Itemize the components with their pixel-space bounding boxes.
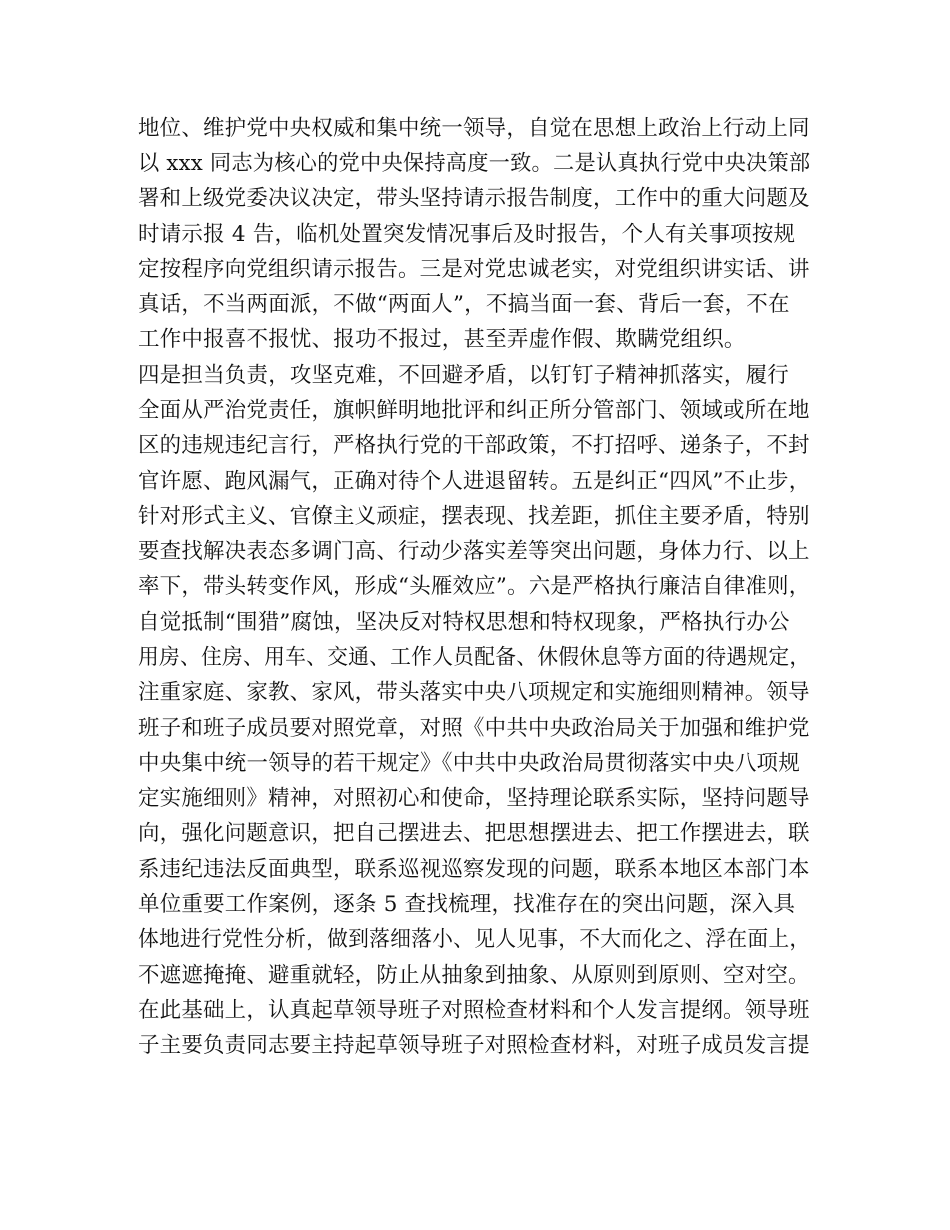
text-line: 单位重要工作案例，逐条 5 查找梳理，找准存在的突出问题，深入具: [138, 892, 796, 917]
text-line: 班子和班子成员要对照党章，对照《中共中央政治局关于加强和维护党: [138, 716, 810, 741]
text-line: 系违纪违法反面典型，联系巡视巡察发现的问题，联系本地区本部门本: [138, 857, 810, 882]
text-line: 工作中报喜不报忧、报功不报过，甚至弄虚作假、欺瞒党组织。: [138, 327, 746, 352]
text-line: 定实施细则》精神，对照初心和使命，坚持理论联系实际，坚持问题导: [138, 786, 810, 811]
text-line: 要查找解决表态多调门高、行动少落实差等突出问题，身体力行、以上: [138, 539, 810, 564]
text-line: 用房、住房、用车、交通、工作人员配备、休假休息等方面的待遇规定，: [138, 645, 811, 670]
text-line: 中央集中统一领导的若干规定》《中共中央政治局贯彻落实中央八项规: [138, 751, 800, 776]
text-line: 自觉抵制“围猎”腐蚀，坚决反对特权思想和特权现象，严格执行办公: [138, 610, 790, 635]
text-line: 时请示报 4 告，临机处置突发情况事后及时报告，个人有关事项按规: [138, 222, 796, 247]
text-line: 以 xxx 同志为核心的党中央保持高度一致。二是认真执行党中央决策部: [138, 151, 811, 176]
text-line: 全面从严治党责任，旗帜鲜明地批评和纠正所分管部门、领域或所在地: [138, 398, 810, 423]
text-line: 区的违规违纪言行，严格执行党的干部政策，不打招呼、递条子，不封: [138, 433, 810, 458]
text-line: 在此基础上，认真起草领导班子对照检查材料和个人发言提纲。领导班: [138, 998, 810, 1023]
text-line: 率下，带头转变作风，形成“头雁效应”。六是严格执行廉洁自律准则，: [138, 574, 811, 599]
text-line: 署和上级党委决议决定，带头坚持请示报告制度，工作中的重大问题及: [138, 186, 810, 211]
text-line: 地位、维护党中央权威和集中统一领导，自觉在思想上政治上行动上同: [138, 116, 810, 141]
text-line: 真话，不当两面派，不做“两面人”，不搞当面一套、背后一套，不在: [138, 292, 790, 317]
text-line: 注重家庭、家教、家风，带头落实中央八项规定和实施细则精神。领导: [138, 680, 810, 705]
text-line: 子主要负责同志要主持起草领导班子对照检查材料，对班子成员发言提: [138, 1033, 810, 1058]
text-line: 针对形式主义、官僚主义顽症，摆表现、找差距，抓住主要矛盾，特别: [138, 504, 810, 529]
text-line: 不遮遮掩掩、避重就轻，防止从抽象到抽象、从原则到原则、空对空。: [138, 963, 810, 988]
text-line: 体地进行党性分析，做到落细落小、见人见事，不大而化之、浮在面上，: [138, 927, 811, 952]
text-line: 官许愿、跑风漏气，正确对待个人进退留转。五是纠正“四风”不止步，: [138, 469, 811, 494]
text-line: 四是担当负责，攻坚克难，不回避矛盾，以钉钉子精神抓落实，履行: [138, 363, 790, 388]
text-line: 定按程序向党组织请示报告。三是对党忠诚老实，对党组织讲实话、讲: [138, 257, 810, 282]
text-line: 向，强化问题意识，把自己摆进去、把思想摆进去、把工作摆进去，联: [138, 821, 810, 846]
